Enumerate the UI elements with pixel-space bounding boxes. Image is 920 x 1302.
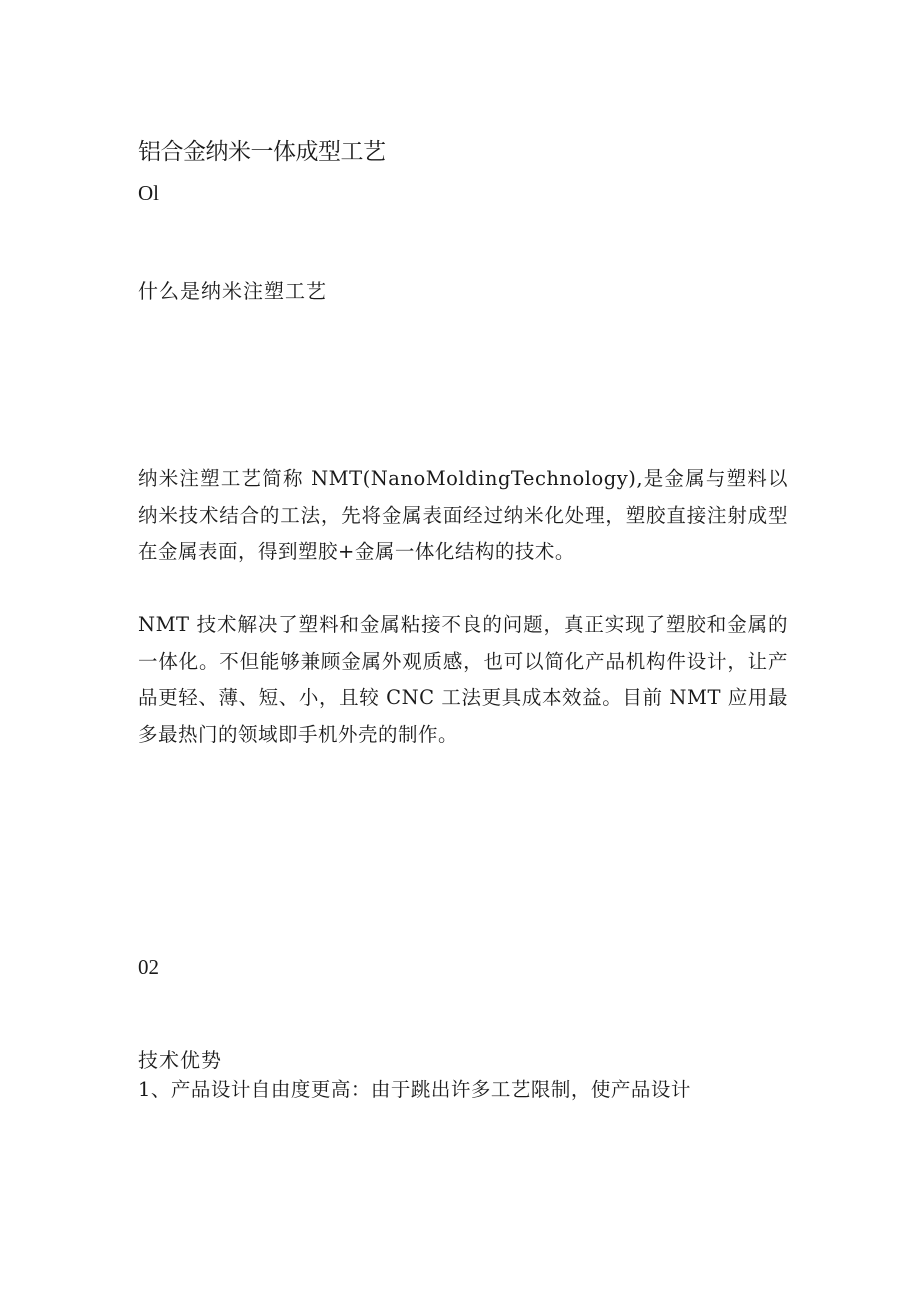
paragraph: 纳米注塑工艺简称 NMT(NanoMoldingTechnology),是金属与塑料以纳米技术结合的工法，先将金属表面经过纳米化处理，塑胶直接注射成型在金属表面，得到塑胶+金属一体化结构的技术。 [138, 467, 788, 563]
list-item: 1、产品设计自由度更高：由于跳出许多工艺限制，使产品设计 [138, 1078, 691, 1101]
section-number: 02 [138, 955, 159, 979]
section-heading: 什么是纳米注塑工艺 [138, 279, 327, 303]
paragraph: NMT 技术解决了塑料和金属粘接不良的问题，真正实现了塑胶和金属的一体化。不但能够兼顾金属外观质感，也可以简化产品机构件设计，让产品更轻、薄、短、小，且较 CNC 工法更具成本效益。目前 NMT 应用最多最热门的领域即手机外壳的制作。 [138, 613, 788, 746]
section-number: Ol [138, 181, 159, 205]
section-heading: 技术优势 [138, 1048, 222, 1072]
document-title: 铝合金纳米一体成型工艺 [138, 139, 386, 165]
